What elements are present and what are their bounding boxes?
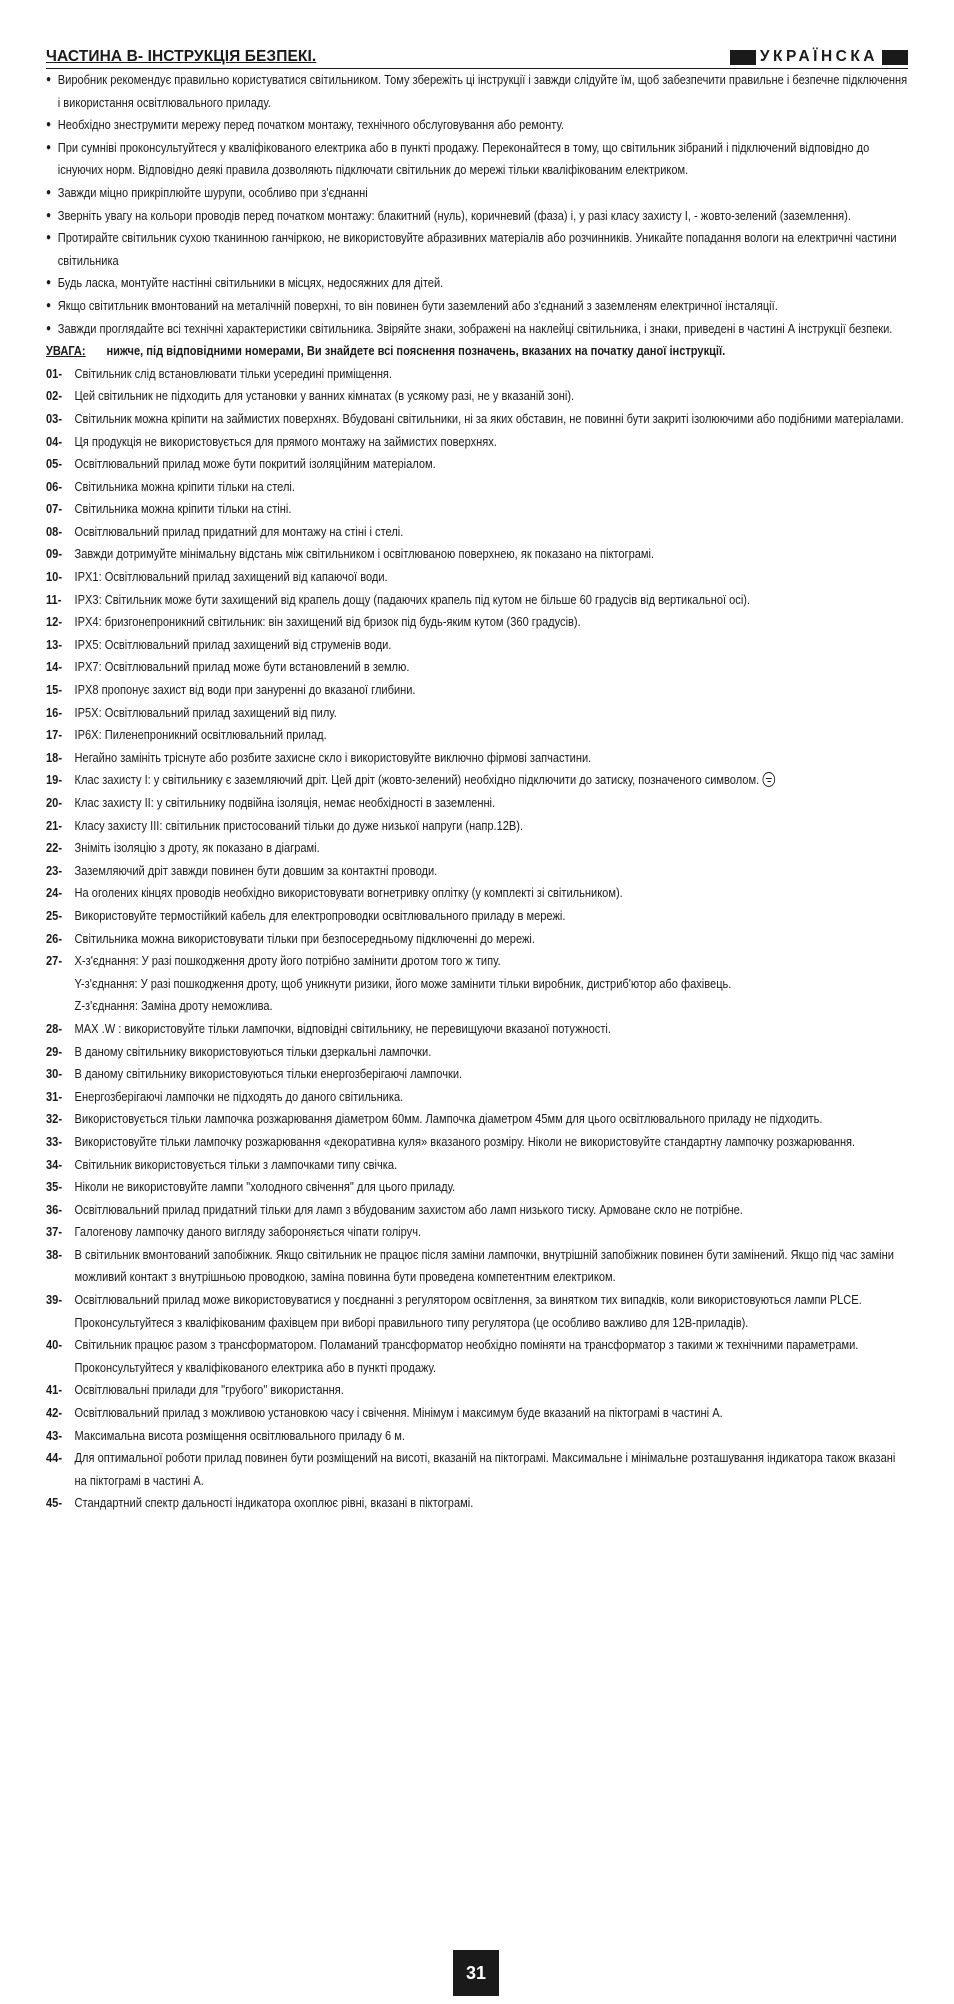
item-text-block: [75, 1425, 908, 1448]
symbol-item: [46, 1154, 908, 1177]
item-text: На оголених кінцях проводів необхідно використовувати вогнетривку оплітку (у комплекті зі світильником).: [74, 885, 623, 901]
item-number: 24-: [46, 885, 63, 901]
item-number: 39-: [46, 1292, 63, 1308]
item-subline: Z-з'єднання: Заміна дроту неможлива.: [74, 998, 273, 1014]
item-number: 41-: [46, 1382, 63, 1398]
item-text-block: [75, 792, 908, 815]
item-text-block: [75, 543, 908, 566]
symbol-item: [46, 1447, 908, 1492]
item-text-block: [75, 679, 908, 702]
item-number: 28-: [46, 1020, 63, 1036]
item-number: 26-: [46, 930, 63, 946]
bullet-dot-icon: ●: [46, 277, 52, 289]
item-text: IPX5: Освітлювальний прилад захищений від струменів води.: [74, 636, 392, 652]
item-text-block: [75, 1154, 908, 1177]
item-text: Завжди дотримуйте мінімальну відстань між світильником і освітлюваною поверхнею, як показано на піктограмі.: [74, 546, 655, 562]
bullet-dot-icon: ●: [46, 141, 52, 153]
item-text: Світильник працює разом з трансформатором. Поламаний трансформатор необхідно поміняти на трансформатор з такими ж технічними параметрами. Проконсультуйтеся у кваліфікованого електрика або в пункті продажу.: [74, 1337, 859, 1375]
item-number: 34-: [46, 1156, 63, 1172]
instruction-body: [46, 69, 908, 1515]
bullet-text: Зверніть увагу на кольори проводів перед початком монтажу: блакитний (нуль), коричневий (фаза) і, у разі класу захисту І, - жовто-зелений (заземлення).: [57, 207, 851, 223]
safety-bullet: [46, 69, 908, 114]
item-text-block: [75, 928, 908, 951]
item-text: Класу захисту ІІІ: світильник пристосований тільки до дуже низької напруги (напр.12В).: [74, 817, 524, 833]
item-number: 05-: [46, 456, 63, 472]
item-number: 43-: [46, 1427, 63, 1443]
language-marker-left: [730, 50, 756, 65]
symbol-item: [46, 498, 908, 521]
item-text: Освітлювальний прилад з можливою установкою часу і свічення. Мінімум і максимум буде вказаний на піктограмі в частині А.: [74, 1405, 723, 1421]
item-text: Використовуйте термостійкий кабель для електропроводки освітлювального приладу в мережі.: [74, 907, 566, 923]
item-text: Світильник використовується тільки з лампочками типу свічка.: [74, 1156, 398, 1172]
bullet-text: Завжди проглядайте всі технічні характеристики світильника. Звіряйте знаки, зображені на наклейці світильника, і знаки, приведені в частині А інструкції безпеки.: [57, 320, 893, 336]
symbol-item: [46, 882, 908, 905]
symbol-item: [46, 611, 908, 634]
symbol-item: [46, 1108, 908, 1131]
item-text-block: [75, 747, 908, 770]
item-text-block: [75, 589, 908, 612]
item-number: 42-: [46, 1405, 63, 1421]
item-text: Освітлювальний прилад може бути покритий ізоляційним матеріалом.: [74, 456, 436, 472]
symbol-item: [46, 747, 908, 770]
item-number: 33-: [46, 1133, 63, 1149]
item-number: 01-: [46, 365, 63, 381]
symbol-item: [46, 521, 908, 544]
symbol-item: [46, 702, 908, 725]
symbol-item: [46, 1086, 908, 1109]
bullet-dot-icon: ●: [46, 186, 52, 198]
item-number: 44-: [46, 1450, 63, 1466]
symbol-item: [46, 1063, 908, 1086]
item-text: Освітлювальні прилади для "грубого" використання.: [74, 1382, 344, 1398]
bullet-dot-icon: ●: [46, 299, 52, 311]
item-text: Освітлювальний прилад придатний для монтажу на стіні і стелі.: [74, 523, 404, 539]
symbol-item: [46, 543, 908, 566]
symbol-item: [46, 905, 908, 928]
bullet-text: Завжди міцно прикріплюйте шурупи, особливо при з'єднанні: [57, 184, 368, 200]
item-text: Ця продукція не використовується для прямого монтажу на займистих поверхнях.: [74, 433, 497, 449]
item-number: 35-: [46, 1179, 63, 1195]
item-subline: Y-з'єднання: У разі пошкодження дроту, щоб уникнути ризики, його може замінити тільки виробник, дистриб'ютор або фахівець.: [74, 975, 732, 991]
safety-bullet: [46, 272, 908, 295]
symbol-item: [46, 1221, 908, 1244]
bullet-text: Необхідно знеструмити мережу перед початком монтажу, технічного обслуговування або ремонту.: [57, 117, 565, 133]
item-text: Освітлювальний прилад придатний тільки для ламп з вбудованим захистом або ламп низького тиску. Армоване скло не потрібне.: [74, 1201, 743, 1217]
item-number: 32-: [46, 1111, 63, 1127]
item-number: 10-: [46, 569, 63, 585]
language-marker-right: [882, 50, 908, 65]
item-text-block: [75, 498, 908, 521]
bullet-text: Протирайте світильник сухою тканинною ганчіркою, не використовуйте абразивних матеріалів або розчинників. Уникайте попадання вологи на електричні частини світильника: [57, 230, 897, 268]
item-text-block: [75, 1108, 908, 1131]
item-text-block: [75, 363, 908, 386]
item-text-block: [75, 611, 908, 634]
item-text: IP5X: Освітлювальний прилад захищений від пилу.: [74, 704, 337, 720]
item-text-block: [75, 1289, 908, 1334]
symbol-item: [46, 431, 908, 454]
symbol-item: [46, 476, 908, 499]
item-number: 27-: [46, 953, 63, 969]
item-number: 09-: [46, 546, 63, 562]
symbol-item: [46, 1041, 908, 1064]
item-text-block: [75, 1018, 908, 1041]
warning-note: [46, 340, 908, 363]
item-text: IPX7: Освітлювальний прилад може бути встановлений в землю.: [74, 659, 410, 675]
safety-bullet: [46, 318, 908, 341]
item-text: IPX3: Світильник може бути захищений від крапель дощу (падаючих крапель під кутом не більше 60 градусів від вертикальної осі).: [74, 591, 751, 607]
item-text-block: [75, 815, 908, 838]
safety-bullet-list: [46, 69, 908, 340]
earth-symbol-icon: [763, 772, 776, 787]
item-text: Використовується тільки лампочка розжарювання діаметром 60мм. Лампочка діаметром 45мм для цього освітлювального приладу не підходить.: [74, 1111, 823, 1127]
item-number: 11-: [46, 591, 62, 607]
item-number: 17-: [46, 727, 63, 743]
item-text-block: [75, 1176, 908, 1199]
item-text-block: [75, 702, 908, 725]
item-text: Галогенову лампочку даного вигляду забороняється чіпати голіруч.: [74, 1224, 422, 1240]
item-text: В даному світильнику використовуються тільки енергозберігаючі лампочки.: [74, 1066, 463, 1082]
symbol-item: [46, 1379, 908, 1402]
item-text-block: [75, 566, 908, 589]
bullet-text: Якщо світитльник вмонтований на металічній поверхні, то він повинен бути заземлений або з'єднаний з заземленям електричної інсталяції.: [57, 297, 778, 313]
item-text-block: [75, 1492, 908, 1515]
symbol-item: [46, 769, 908, 792]
item-text-block: [75, 634, 908, 657]
item-text: Освітлювальний прилад може використовуватися у поєднанні з регулятором освітлення, за винятком тих випадків, коли використовуються лампи PLCE. Проконсультуйтеся з кваліфікованим фахівцем при виборі правильного типу регулятора (це особливо важливо для 12В-приладів).: [74, 1292, 862, 1330]
item-text: Світильника можна кріпити тільки на стіні.: [74, 501, 292, 517]
warning-label: УВАГА:: [46, 343, 86, 359]
safety-bullet: [46, 137, 908, 182]
item-number: 04-: [46, 433, 63, 449]
item-text-block: [75, 860, 908, 883]
item-text: IPX1: Освітлювальний прилад захищений від капаючої води.: [74, 569, 388, 585]
item-number: 23-: [46, 862, 63, 878]
safety-bullet: [46, 182, 908, 205]
item-number: 25-: [46, 907, 63, 923]
symbol-item: [46, 1131, 908, 1154]
symbol-item: [46, 1425, 908, 1448]
symbol-item: [46, 724, 908, 747]
item-number: 15-: [46, 682, 63, 698]
item-number: 08-: [46, 523, 63, 539]
item-text-block: [75, 453, 908, 476]
item-text: Ніколи не використовуйте лампи "холодного свічення" для цього приладу.: [74, 1179, 456, 1195]
safety-bullet: [46, 227, 908, 272]
item-number: 16-: [46, 704, 63, 720]
item-text: В світильник вмонтований запобіжник. Якщо світильник не працює після заміни лампочки, внутрішній запобіжник повинен бути замінений. Якщо під час заміни можливий контакт з внутрішньою проводкою, заміна повинна бути проведена компетентним електриком.: [74, 1246, 894, 1285]
item-text-block: [75, 1041, 908, 1064]
instruction-page: [46, 46, 908, 1515]
bullet-text: Будь ласка, монтуйте настінні світильники в місцях, недосяжних для дітей.: [57, 275, 444, 291]
item-number: 29-: [46, 1043, 63, 1059]
item-text-block: [75, 905, 908, 928]
language-tab: [730, 48, 908, 66]
page-number: 31: [453, 1950, 499, 1996]
symbol-item: [46, 1334, 908, 1379]
symbol-item: [46, 1018, 908, 1041]
symbol-item: [46, 860, 908, 883]
bullet-dot-icon: ●: [46, 322, 52, 334]
item-text: Клас захисту І: у світильнику є заземляючий дріт. Цей дріт (жовто-зелений) необхідно підключити до затиску, позначеного символом.: [74, 772, 760, 788]
symbol-item: [46, 928, 908, 951]
symbol-item: [46, 950, 908, 1018]
item-text: Світильник слід встановлювати тільки усередині приміщення.: [74, 365, 393, 381]
item-number: 20-: [46, 795, 63, 810]
item-text-block: [75, 837, 908, 860]
item-text-block: [75, 1447, 908, 1492]
item-number: 14-: [46, 659, 63, 675]
symbol-item: [46, 815, 908, 838]
bullet-dot-icon: ●: [46, 209, 52, 221]
item-text-block: [75, 882, 908, 905]
symbol-item: [46, 363, 908, 386]
item-number: 06-: [46, 478, 63, 494]
symbol-item: [46, 1176, 908, 1199]
item-number: 31-: [46, 1088, 63, 1104]
item-text-block: [75, 431, 908, 454]
bullet-text: При сумніві проконсультуйтеся у кваліфікованого електрика або в пункті продажу. Переконайтеся в тому, що світильник зібраний і підключений відповідно до існуючих норм. Відповідно деякі правила дозволяють підключати світильник до мережі тільки кваліфікованим електриком.: [57, 139, 870, 178]
item-number: 02-: [46, 388, 63, 404]
item-text-block: [75, 1086, 908, 1109]
item-text-block: [75, 769, 908, 792]
item-number: 30-: [46, 1066, 63, 1082]
item-text: Для оптимальної роботи прилад повинен бути розміщений на висоті, вказаній на піктограмі. Максимальне і мінімальне розташування індикатора також вказані на піктограмі в частині А.: [74, 1450, 896, 1488]
item-text-block: [75, 724, 908, 747]
item-text: Світильника можна кріпити тільки на стелі.: [74, 478, 295, 494]
symbol-item: [46, 1244, 908, 1289]
item-text: Зніміть ізоляцію з дроту, як показано в діаграмі.: [74, 840, 320, 856]
symbol-item: [46, 792, 908, 815]
symbol-item: [46, 566, 908, 589]
bullet-dot-icon: ●: [46, 119, 52, 131]
symbol-item: [46, 837, 908, 860]
item-number: 19-: [46, 772, 63, 788]
symbol-explanation-list: [46, 363, 908, 1515]
bullet-dot-icon: ●: [46, 74, 52, 85]
item-text: Використовуйте тільки лампочку розжарювання «декоративна куля» вказаного розміру. Ніколи не використовуйте стандартну лампочку розжарювання.: [74, 1133, 856, 1149]
item-number: 40-: [46, 1337, 63, 1353]
section-header: [46, 46, 908, 69]
item-text: Стандартний спектр дальності індикатора охоплює рівні, вказані в піктограмі.: [74, 1495, 474, 1511]
symbol-item: [46, 385, 908, 408]
symbol-item: [46, 453, 908, 476]
item-text-block: [75, 476, 908, 499]
symbol-item: [46, 679, 908, 702]
symbol-item: [46, 1199, 908, 1222]
item-text: MAX .W : використовуйте тільки лампочки, відповідні світильнику, не перевищуючи вказаної потужності.: [74, 1020, 611, 1036]
item-text: Клас захисту ІІ: у світильнику подвійна ізоляція, немає необхідності в заземленні.: [74, 795, 496, 810]
symbol-item: [46, 1402, 908, 1425]
item-number: 18-: [46, 749, 63, 765]
item-text: В даному світильнику використовуються тільки дзеркальні лампочки.: [74, 1043, 432, 1059]
language-label: УКРАЇНСКА: [759, 48, 878, 65]
item-text: Енергозберігаючі лампочки не підходять до даного світильника.: [74, 1088, 404, 1104]
item-text: Цей світильник не підходить для установки у ванних кімнатах (в усякому разі, не у вказаній зоні).: [74, 388, 575, 404]
item-text-block: [75, 656, 908, 679]
item-text-block: [75, 1199, 908, 1222]
item-text-block: [75, 1244, 908, 1289]
item-text: IP6X: Пиленепроникний освітлювальний прилад.: [74, 727, 327, 743]
item-number: 13-: [46, 636, 63, 652]
symbol-item: [46, 1492, 908, 1515]
safety-bullet: [46, 114, 908, 137]
item-text-block: [75, 1131, 908, 1154]
item-text-block: [75, 408, 908, 431]
symbol-item: [46, 656, 908, 679]
item-text-block: [75, 1063, 908, 1086]
bullet-text: Виробник рекомендує правильно користуватися світильником. Тому збережіть ці інструкції і завжди слідуйте їм, щоб забезпечити правильне і безпечне підключення і використання освітлювального приладу.: [57, 72, 908, 110]
item-text-block: [75, 1221, 908, 1244]
symbol-item: [46, 634, 908, 657]
symbol-item: [46, 408, 908, 431]
item-text-block: [75, 1379, 908, 1402]
item-text-block: [75, 1334, 908, 1379]
item-text-block: [75, 1402, 908, 1425]
item-number: 38-: [46, 1246, 63, 1262]
item-number: 21-: [46, 817, 63, 833]
warning-text: нижче, під відповідними номерами, Ви знайдете всі пояснення позначень, вказаних на початку даної інструкції.: [106, 343, 726, 359]
item-number: 12-: [46, 614, 63, 630]
item-number: 03-: [46, 410, 63, 426]
item-number: 22-: [46, 840, 63, 856]
item-text-block: [75, 385, 908, 408]
bullet-dot-icon: ●: [46, 232, 52, 244]
item-text: Світильника можна використовувати тільки при безпосередньому підключенні до мережі.: [74, 930, 535, 946]
safety-bullet: [46, 295, 908, 318]
item-number: 07-: [46, 501, 63, 517]
item-text: Максимальна висота розміщення освітлювального приладу 6 м.: [74, 1427, 405, 1443]
item-text: Негайно замініть тріснуте або розбите захисне скло і використовуйте виключно фірмові запчастини.: [74, 749, 592, 765]
item-text: Заземляючий дріт завжди повинен бути довшим за контактні проводи.: [74, 862, 438, 878]
item-number: 37-: [46, 1224, 63, 1240]
symbol-item: [46, 589, 908, 612]
item-text: Світильник можна кріпити на займистих поверхнях. Вбудовані світильники, ні за яких обставин, не повинні бути закриті ізолюючими або подібними матеріалами.: [74, 410, 904, 426]
item-text-block: [75, 521, 908, 544]
item-text-block: [75, 950, 908, 1018]
symbol-item: [46, 1289, 908, 1334]
safety-bullet: [46, 205, 908, 228]
item-text: IPX4: бризгонепроникний світильник: він захищений від бризок під будь-яким кутом (360 градусів).: [74, 614, 581, 630]
item-text: X-з'єднання: У разі пошкодження дроту його потрібно замінити дротом того ж типу.: [74, 953, 501, 969]
item-number: 36-: [46, 1201, 63, 1217]
section-title: ЧАСТИНА В- ІНСТРУКЦІЯ БЕЗПЕКІ.: [46, 48, 317, 65]
item-number: 45-: [46, 1495, 63, 1511]
item-text: IPX8 пропонує захист від води при зануренні до вказаної глибини.: [74, 682, 416, 698]
